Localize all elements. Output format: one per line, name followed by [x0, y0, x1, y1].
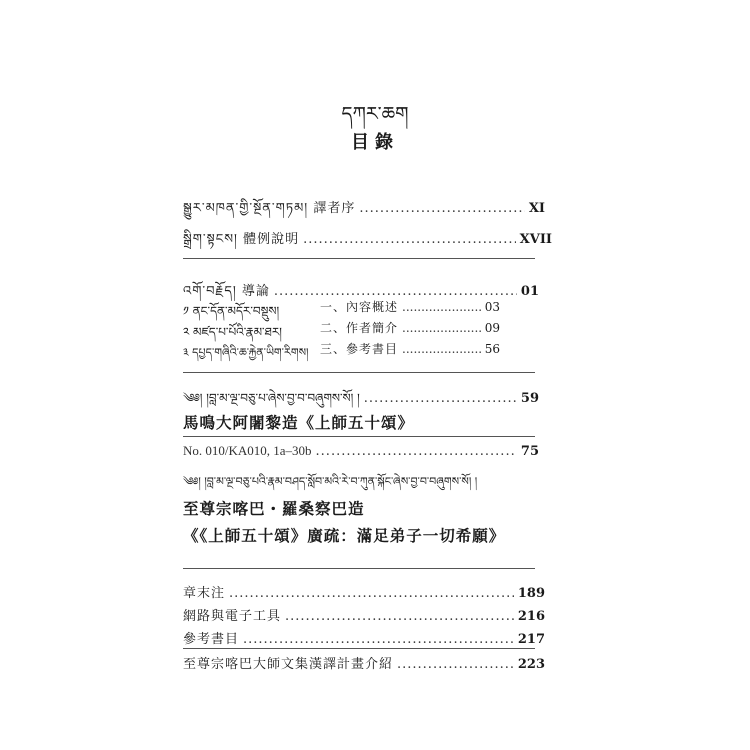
- intro-item-2-tibetan: ༢ མཛད་པ་པོའི་རྣམ་ཐར།: [183, 325, 282, 339]
- leader-dots: [359, 201, 525, 216]
- commentary-author-chinese: 至尊宗喀巴・羅桑察巴造: [183, 499, 365, 518]
- section-divider: [183, 436, 535, 437]
- intro-item-3[interactable]: [320, 340, 500, 357]
- toc-entry-label: འགོ་བརྗོད། 導論: [183, 284, 270, 299]
- intro-item-page: 03: [484, 300, 500, 314]
- toc-entry-page: 59: [520, 391, 539, 406]
- leader-dots: [285, 609, 514, 624]
- section-divider: [183, 372, 535, 373]
- toc-entry-label: སྒྱུར་མཁན་གྱི་སྔོན་གཏམ། 譯者序: [183, 201, 356, 216]
- toc-entry-page: XVII: [519, 232, 552, 247]
- toc-entry-page: 217: [517, 632, 545, 647]
- commentary-title-tibetan: ༄༅། །བླ་མ་ལྔ་བཅུ་པའི་རྣམ་བཤད་སློབ་མའི་རེ་བ་ཀུན་སྐོང་ཞེས་བྱ་བ་བཞུགས་སོ། །: [183, 475, 478, 488]
- intro-item-label: 二、作者簡介: [320, 321, 399, 335]
- leader-dots: [303, 232, 516, 247]
- page-title-tibetan: དཀར་ཆག: [341, 103, 409, 125]
- toc-entry-page: 01: [520, 284, 539, 299]
- intro-item-1-tibetan: ༡ ནང་དོན་མདོར་བསྡུས།: [183, 304, 280, 318]
- leader-dots: [229, 586, 514, 601]
- toc-entry-label: སྒྲིག་སྟངས། 體例說明: [183, 232, 300, 247]
- toc-entry-endnotes[interactable]: [183, 582, 545, 601]
- intro-item-page: 56: [484, 342, 500, 356]
- commentary-title-chinese: 《《上師五十頌》廣疏：滿足弟子一切希願》: [183, 526, 506, 545]
- toc-entry-page: 189: [517, 586, 545, 601]
- page-title-chinese: 目錄: [351, 132, 399, 153]
- toc-entry-label: 網路與電子工具: [183, 609, 282, 624]
- intro-item-label: 一、內容概述: [320, 300, 399, 314]
- toc-entry-page: 223: [517, 657, 545, 672]
- leader-dots: [243, 632, 514, 647]
- toc-entry-label: 章末注: [183, 586, 226, 601]
- leader-dots: [364, 391, 517, 406]
- toc-entry-translation-project[interactable]: [183, 653, 545, 672]
- section-divider: [183, 648, 535, 649]
- intro-item-label: 三、參考書目: [320, 342, 399, 356]
- toc-entry-label: 至尊宗喀巴大師文集漢譯計畫介紹: [183, 657, 394, 672]
- section-divider: [183, 258, 535, 259]
- toc-entry-page: 216: [517, 609, 545, 624]
- leader-dots: [402, 342, 481, 356]
- leader-dots: [402, 321, 481, 335]
- leader-dots: [402, 300, 481, 314]
- toc-entry-bibliography[interactable]: [183, 628, 545, 647]
- toc-entry-commentary[interactable]: [183, 443, 539, 459]
- intro-item-2[interactable]: [320, 319, 500, 336]
- leader-dots: [316, 444, 517, 459]
- root-text-title-chinese: 馬鳴大阿闍黎造《上師五十頌》: [183, 413, 415, 432]
- leader-dots: [274, 284, 517, 299]
- intro-item-1[interactable]: [320, 298, 500, 315]
- toc-entry-online-tools[interactable]: [183, 605, 545, 624]
- toc-entry-source-ref: No. 010/KA010, 1a–30b: [183, 443, 312, 458]
- section-divider: [183, 568, 535, 569]
- toc-entry-page: 75: [520, 444, 539, 459]
- leader-dots: [397, 657, 514, 672]
- toc-entry-page: XI: [528, 201, 545, 216]
- toc-entry-label: ༄༅། །བླ་མ་ལྔ་བཅུ་པ་ཞེས་བྱ་བ་བཞུགས་སོ། །: [183, 391, 360, 405]
- intro-item-page: 09: [484, 321, 500, 335]
- toc-entry-editorial-notes[interactable]: [183, 224, 552, 261]
- toc-entry-label: 參考書目: [183, 632, 240, 647]
- intro-item-3-tibetan: ༣ དཔྱད་གཞིའི་ཆ་རྐྱེན་ཡིག་རིགས།: [183, 346, 309, 359]
